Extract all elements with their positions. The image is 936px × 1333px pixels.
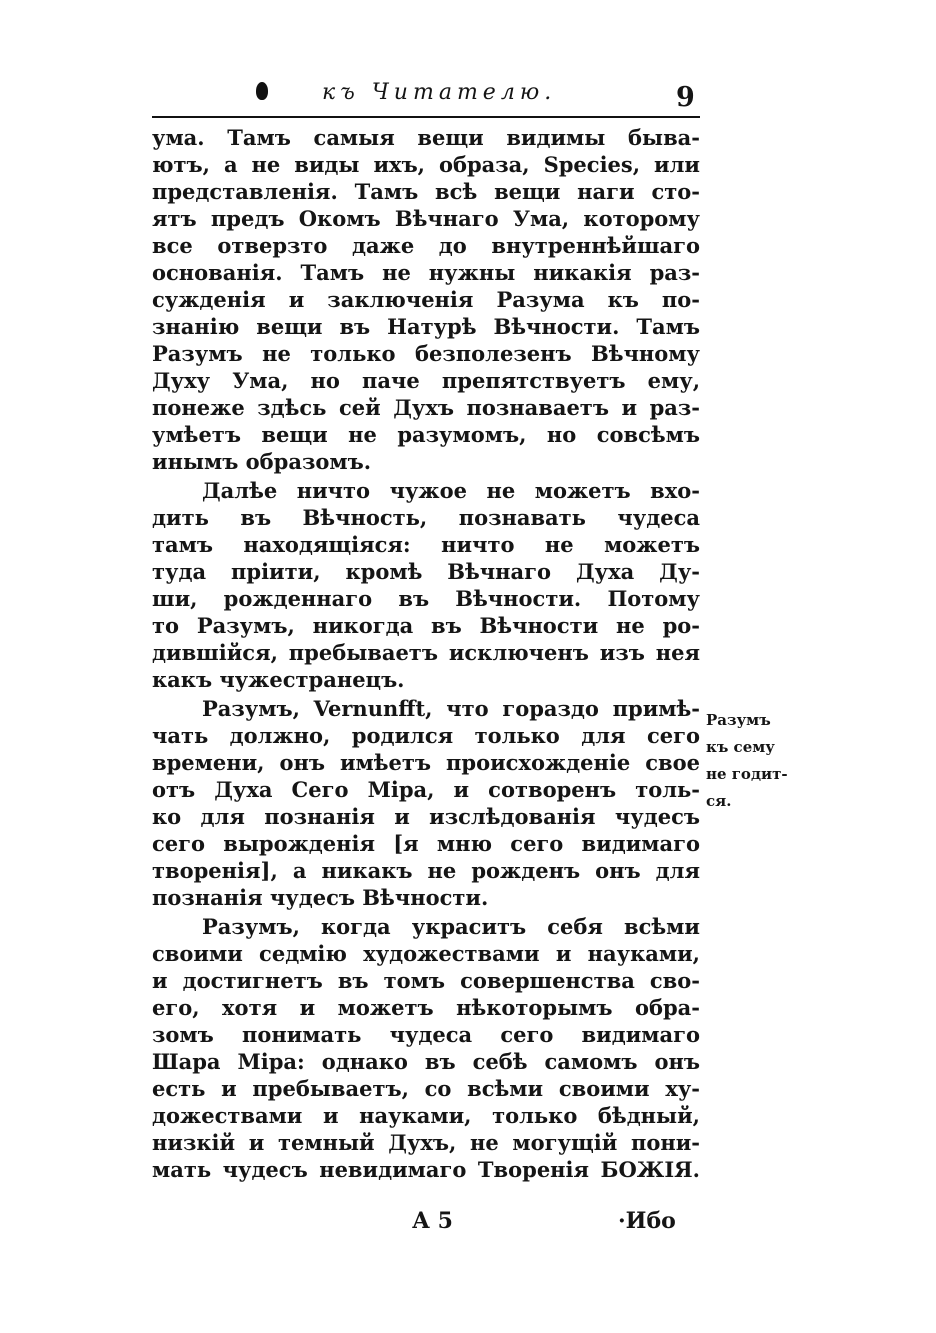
text-line: дившійся, пребываетъ исключенъ изъ нея — [152, 640, 700, 665]
text-line: его, хотя и можетъ нѣкоторымъ обра- — [152, 995, 700, 1020]
text-line: ума. Тамъ самыя вещи видимы быва- — [152, 125, 700, 150]
text-line: низкій и темный Духъ, не могущій пони- — [152, 1130, 700, 1155]
page-number: 9 — [676, 82, 695, 113]
marginal-note-line: Разумъ — [706, 711, 771, 729]
text-line: инымъ образомъ. — [152, 449, 372, 474]
text-line: есть и пребываетъ, со всѣми своими ху- — [152, 1076, 700, 1101]
text-line: зомъ понимать чудеса сего видимаго — [152, 1022, 700, 1047]
text-line: Духу Ума, но паче препятствуетъ ему, — [152, 368, 700, 393]
text-line: ютъ, а не виды ихъ, образа, Species, или — [152, 152, 700, 177]
text-line: понеже здѣсь сей Духъ познаваетъ и раз- — [152, 395, 700, 420]
paragraph-1 — [152, 124, 700, 475]
text-line: сего вырожденія [я мню сего видимаго — [152, 831, 700, 856]
text-line: Разумъ, когда украситъ себя всѣми — [202, 914, 700, 939]
text-line: ши, рожденнаго въ Вѣчности. Потому — [152, 586, 700, 611]
text-line: Шара Міра: однако въ себѣ самомъ онъ — [152, 1049, 700, 1074]
text-line: умѣетъ вещи не разумомъ, но совсѣмъ — [152, 422, 700, 447]
marginal-note-line: къ сему — [706, 738, 775, 756]
text-line: представленія. Тамъ всѣ вещи наги сто- — [152, 179, 700, 204]
text-line: то Разумъ, никогда въ Вѣчности не ро- — [152, 613, 700, 638]
catchword: ·Ибо — [618, 1208, 676, 1234]
header-rule — [152, 116, 700, 118]
marginal-note-line: ся. — [706, 792, 732, 810]
text-line: ятъ предъ Окомъ Вѣчнаго Ума, которому — [152, 206, 700, 231]
text-line: туда пріити, кромѣ Вѣчнаго Духа Ду- — [152, 559, 700, 584]
text-line: сужденія и заключенія Разума къ по- — [152, 287, 700, 312]
text-line: ко для познанія и изслѣдованія чудесъ — [152, 804, 700, 829]
paragraph-2 — [152, 477, 700, 693]
text-line: Разумъ не только безполезенъ Вѣчному — [152, 341, 700, 366]
text-line: чать должно, родился только для сего — [152, 723, 700, 748]
text-line: тамъ находящіяся: ничто не можетъ — [152, 532, 700, 557]
marginal-note-line: не годит- — [706, 765, 788, 783]
text-line: отъ Духа Сего Міра, и сотворенъ толь- — [152, 777, 700, 802]
ornament-icon — [256, 82, 268, 100]
text-line: основанія. Тамъ не нужны никакія раз- — [152, 260, 700, 285]
text-line: дить въ Вѣчность, познавать чудеса — [152, 505, 700, 530]
marginal-note — [706, 707, 806, 815]
signature-mark: А 5 — [412, 1208, 453, 1234]
paragraph-4 — [152, 913, 700, 1183]
running-head: къ Читателю. — [322, 80, 557, 105]
text-line: мать чудесъ невидимаго Творенія БОЖІЯ. — [152, 1157, 700, 1182]
text-line: времени, онъ имѣетъ происхожденіе свое — [152, 750, 700, 775]
body-text — [152, 124, 700, 1183]
text-line: Разумъ, Vernunfft, что гораздо примѣ- — [202, 696, 700, 721]
text-line: Далѣе ничто чужое не можетъ вхо- — [202, 478, 700, 503]
text-line: знанію вещи въ Натурѣ Вѣчности. Тамъ — [152, 314, 700, 339]
text-line: какъ чужестранецъ. — [152, 667, 405, 692]
text-line: и достигнетъ въ томъ совершенства сво- — [152, 968, 700, 993]
text-line: творенія], а никакъ не рожденъ онъ для — [152, 858, 700, 883]
text-line: познанія чудесъ Вѣчности. — [152, 885, 489, 910]
text-line: все отверзто даже до внутреннѣйшаго — [152, 233, 700, 258]
text-line: своими седмію художествами и науками, — [152, 941, 700, 966]
paragraph-3 — [152, 695, 700, 911]
text-line: дожествами и науками, только бѣдный, — [152, 1103, 700, 1128]
